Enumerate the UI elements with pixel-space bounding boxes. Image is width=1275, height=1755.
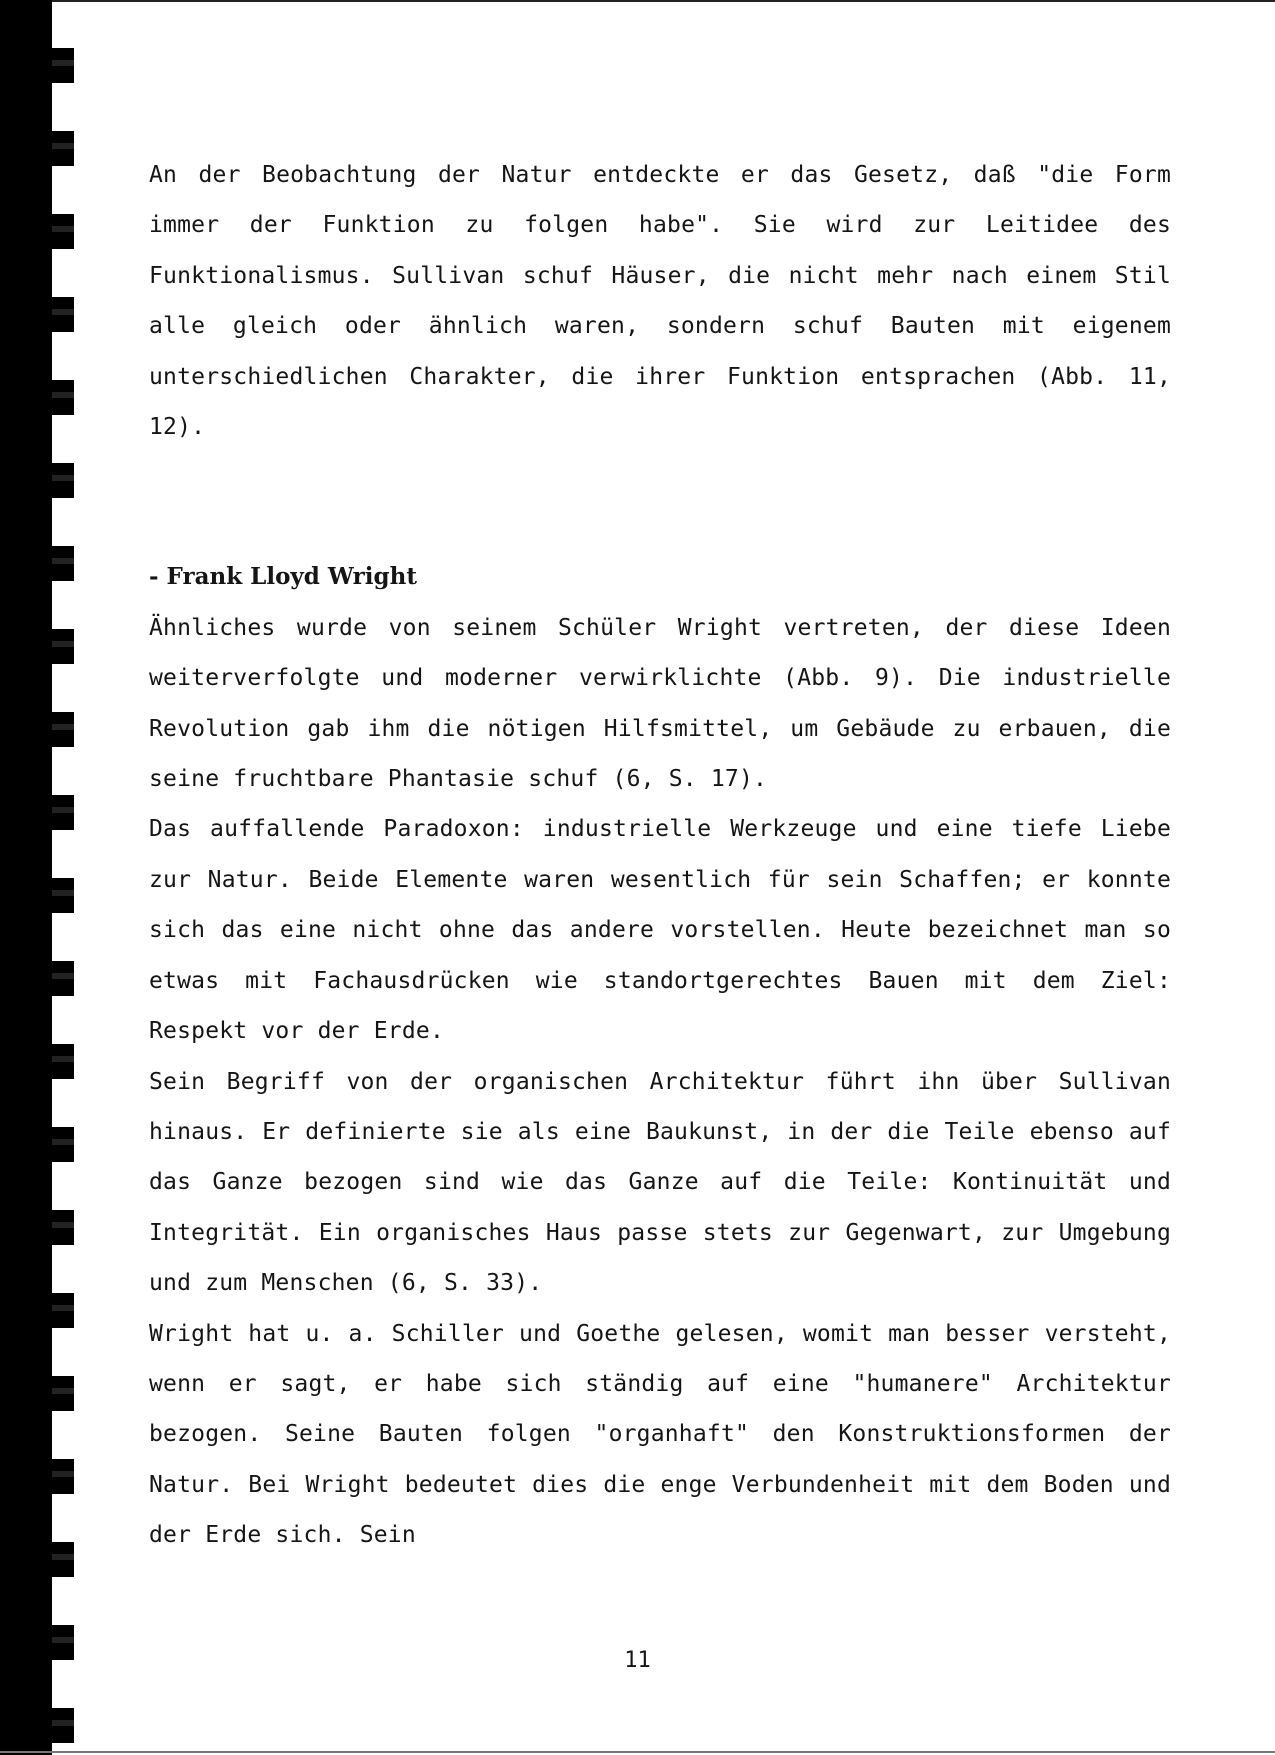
paragraph-sullivan: An der Beobachtung der Natur entdeckte er das Gesetz, daß "die Form immer der Funktion zu folgen habe". Sie wird zur Leitidee des Funktionalismus. Sullivan schuf Häuser, die nicht mehr nach einem Stil alle gleich oder ähnlich waren, sondern schuf Bauten mit eigenem unterschiedlichen Charakter, die ihrer Funktion entsprachen (Abb. 11, 12). [149, 162, 1171, 441]
paragraph: Das auffallende Paradoxon: industrielle Werkzeuge und eine tiefe Liebe zur Natur. Beide Elemente waren wesentlich für sein Schaffen; er konnte sich das eine nicht ohne das andere vorstellen. Heute bezeichnet man so etwas mit Fachausdrücken wie standortgerechtes Bauen mit dem Ziel: Respekt vor der Erde. [149, 816, 1171, 1045]
page-body [149, 150, 1171, 1561]
paragraph: Sein Begriff von der organischen Architektur führt ihn über Sullivan hinaus. Er definierte sie als eine Baukunst, in der die Teile ebenso auf das Ganze bezogen sind wie das Ganze auf die Teile: Kontinuität und Integrität. Ein organisches Haus passe stets zur Gegenwart, zur Umgebung und zum Menschen (6, S. 33). [149, 1068, 1171, 1297]
section-spacer [149, 452, 1171, 552]
page-number: 11 [624, 1648, 651, 1673]
section-heading: - Frank Lloyd Wright [149, 563, 417, 591]
paragraph: Ähnliches wurde von seinem Schüler Wright vertreten, der diese Ideen weiterverfolgte und moderner verwirklichte (Abb. 9). Die industrielle Revolution gab ihm die nötigen Hilfsmittel, um Gebäude zu erbauen, die seine fruchtbare Phantasie schuf (6, S. 17). [149, 614, 1171, 793]
paragraph: Wright hat u. a. Schiller und Goethe gelesen, womit man besser versteht, wenn er sagt, er habe sich ständig auf eine "humanere" Architektur bezogen. Seine Bauten folgen "organhaft" den Konstruktionsformen der Natur. Bei Wright bedeutet dies die enge Verbundenheit mit dem Boden und der Erde sich. Sein [149, 1320, 1171, 1549]
spiral-binding [0, 0, 74, 1755]
bottom-edge-rule [0, 1751, 1275, 1753]
top-edge-rule [0, 0, 1275, 2]
